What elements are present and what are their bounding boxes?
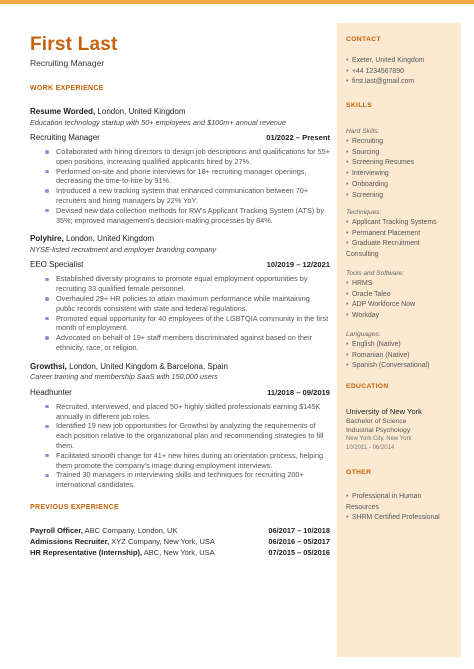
bullet-item: Recruited, interviewed, and placed 50+ highly skilled professionals earning $145K annually in different job roles. [30, 402, 330, 422]
previous-role-dates: 06/2016 – 05/2017 [268, 536, 330, 546]
language-item: • Romanian (Native) [346, 351, 456, 362]
other-item-continued: Resources [346, 503, 379, 511]
company-tagline: Career training and membership SaaS with 150,000 users [30, 372, 218, 382]
company-line [30, 362, 330, 372]
job-bullets [30, 402, 330, 490]
contact-list [346, 56, 456, 88]
previous-experience-list [30, 525, 330, 558]
tool-item: • ADP Workforce Now [346, 300, 456, 311]
tool-item: • Workday [346, 311, 456, 322]
education-heading: EDUCATION [346, 383, 389, 390]
skill-item: • Screening [346, 191, 456, 202]
company-location: London, United Kingdom [63, 234, 155, 244]
job-dates: 11/2018 – 09/2019 [267, 387, 330, 397]
job-title-row [30, 133, 330, 143]
previous-role-dates: 07/2015 – 05/2016 [268, 547, 330, 557]
job-bullets [30, 147, 330, 225]
bullet-item: Trained 30 managers in interviewing skills and techniques for recruiting 200+ international candidates. [30, 470, 330, 490]
company-name: Resume Worded, [30, 107, 96, 116]
techniques-label: Techniques: [346, 209, 382, 216]
tools-list [346, 279, 456, 322]
hard-skills-list [346, 137, 456, 201]
bullet-item: Identified 19 new job opportunities for Growthsi by analyzing the requirements of each position relative to the organizational plan and recommending strategies to fill them. [30, 421, 330, 450]
contact-email[interactable]: • first.last@gmail.com [346, 77, 456, 88]
job-title: EEO Specialist [30, 260, 84, 270]
skill-item: • Interviewing [346, 169, 456, 180]
bullet-item: Performed on-site and phone interviews for 18+ recruiting manager openings, decreasing the time-to-hire by 91%. [30, 167, 330, 187]
work-experience-heading: WORK EXPERIENCE [30, 85, 104, 92]
company-name: Polyhire, [30, 234, 64, 244]
job-title: Headhunter [30, 387, 72, 397]
sidebar [337, 23, 461, 657]
bullet-item: Overhauled 29+ HR policies to attain maximum performance while maintaining public records consistent with state and federal regulations. [30, 294, 330, 314]
previous-role-dates: 06/2017 – 10/2018 [268, 525, 330, 535]
education-entry [346, 407, 456, 453]
job-title: Recruiting Manager [30, 133, 100, 142]
previous-role-company: ABC, New York, USA [142, 547, 215, 557]
previous-role [30, 525, 330, 536]
skill-item: • Screening Resumes [346, 158, 456, 169]
techniques-list [346, 218, 456, 261]
other-item: • Professional in Human [346, 492, 456, 503]
company-tagline: Education technology startup with 50+ employees and $100m+ annual revenue [30, 117, 286, 127]
bullet-item: Promoted equal opportunity for 40 employees of the LGBTQIA community in the first month of employment. [30, 314, 330, 334]
technique-item: • Graduate Recruitment [346, 239, 456, 250]
company-location: London, United Kingdom & Barcelona, Spain [66, 361, 228, 371]
top-accent-bar [0, 0, 474, 4]
language-item: • English (Native) [346, 340, 456, 351]
skills-heading: SKILLS [346, 102, 372, 109]
tool-item: • HRMS [346, 279, 456, 290]
technique-item: Consulting [346, 251, 379, 259]
previous-role [30, 547, 330, 558]
previous-role [30, 536, 330, 547]
bullet-item: Introduced a new tracking system that enhanced communication between 70+ recruiters and hiring managers by 22% YoY. [30, 186, 330, 206]
company-name: Growthsi, [30, 361, 67, 371]
other-item: • SHRM Certified Professional [346, 513, 456, 524]
technique-item: • Applicant Tracking Systems [346, 218, 456, 229]
previous-role-title: HR Representative (Internship), [30, 547, 143, 557]
candidate-role: Recruiting Manager [30, 58, 105, 68]
degree-line: Bachelor of Science [346, 417, 407, 425]
school-location: New York City, New York [346, 436, 412, 443]
company-tagline: NYSE-listed recruitment and employer branding company [30, 244, 217, 254]
job-dates: 01/2022 – Present [266, 133, 330, 142]
job-entry [30, 107, 330, 225]
bullet-item: Advocated on behalf of 19+ staff members discriminated against based on their ethnicity, race, or religion. [30, 333, 330, 353]
bullet-item: Established diversity programs to promote equal employment opportunities by recruiting 33 qualified female personnel. [30, 274, 330, 294]
other-list [346, 492, 456, 524]
education-dates: 10/2011 - 06/2014 [346, 445, 395, 451]
skill-item: • Sourcing [346, 148, 456, 159]
languages-label: Languages: [346, 331, 381, 338]
job-title-row [30, 260, 330, 270]
bullet-item: Facilitated smooth change for 41+ new hires during an orientation process, helping them promote the company's image during employment interviews. [30, 451, 330, 471]
technique-item: • Permanent Placement [346, 229, 456, 240]
bullet-item: Devised new data collection methods for RW's Applicant Tracking System (ATS) by 35%; improved management's decision-making processes by 84%. [30, 206, 330, 226]
company-location: London, United Kingdom [95, 107, 186, 116]
contact-location: • Exeter, United Kingdom [346, 56, 456, 67]
job-dates: 10/2019 – 12/2021 [266, 260, 330, 270]
previous-role-company: XYZ Company, New York, USA [109, 536, 215, 546]
school-name: University of New York [346, 407, 422, 416]
skill-item: • Recruiting [346, 137, 456, 148]
tools-label: Tools and Software: [346, 270, 405, 277]
company-line [30, 234, 330, 244]
languages-list [346, 340, 456, 372]
previous-role-title: Admissions Recruiter, [30, 536, 110, 546]
other-heading: OTHER [346, 469, 372, 476]
hard-skills-label: Hard Skills: [346, 128, 380, 135]
job-entry [30, 362, 330, 490]
language-item: • Spanish (Conversational) [346, 361, 456, 372]
bullet-item: Collaborated with hiring directors to design job descriptions and qualifications for 55+ open positions, increasing qualified applicants hired by 27%. [30, 147, 330, 167]
contact-heading: CONTACT [346, 36, 381, 43]
tool-item: • Oracle Taleo [346, 290, 456, 301]
job-title-row [30, 388, 330, 398]
contact-phone: • +44 1234567890 [346, 67, 456, 78]
skill-item: • Onboarding [346, 180, 456, 191]
previous-role-company: ABC Company, London, UK [82, 525, 178, 535]
main-column [30, 34, 330, 558]
job-bullets [30, 274, 330, 352]
company-line [30, 107, 330, 117]
candidate-name: First Last [30, 34, 118, 55]
degree-field: Industrial Psychology [346, 427, 411, 434]
job-entry [30, 234, 330, 352]
previous-experience-heading: PREVIOUS EXPERIENCE [30, 503, 119, 511]
previous-role-title: Payroll Officer, [30, 525, 83, 535]
